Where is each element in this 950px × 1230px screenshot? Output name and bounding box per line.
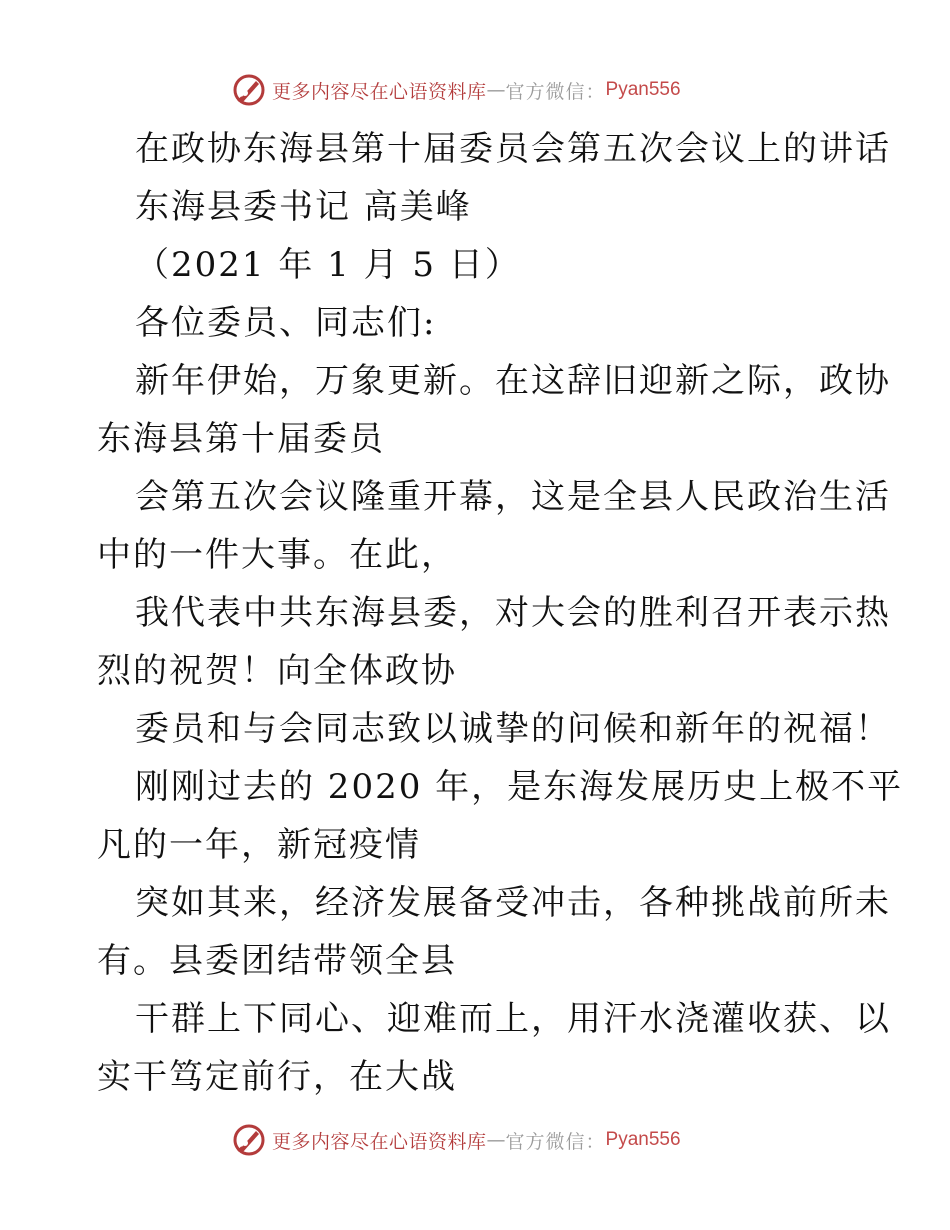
body-line: 我代表中共东海县委，对大会的胜利召开表示热	[135, 593, 891, 633]
footer-watermark	[232, 1122, 681, 1158]
body-line: 委员和与会同志致以诚挚的问候和新年的祝福！	[135, 709, 891, 749]
body-line: 中的一件大事。在此，	[97, 535, 457, 575]
watermark-wechat-id: Pyan556	[605, 79, 681, 100]
body-line: 实干笃定前行，在大战	[97, 1057, 457, 1097]
document-speaker: 东海县委书记 高美峰	[135, 187, 472, 227]
body-line: 烈的祝贺！向全体政协	[97, 651, 457, 691]
body-line: 干群上下同心、迎难而上，用汗水浇灌收获、以	[135, 999, 891, 1039]
document-body	[97, 120, 904, 1106]
quill-logo-icon	[232, 1123, 266, 1157]
watermark-official-label: 官方微信：	[505, 80, 606, 103]
header-watermark	[232, 72, 681, 108]
watermark-wechat-id: Pyan556	[605, 1129, 681, 1150]
document-date: （2021 年 1 月 5 日）	[135, 245, 521, 285]
watermark-separator: —	[486, 1129, 506, 1151]
document-salutation: 各位委员、同志们:	[135, 303, 437, 343]
body-line: 凡的一年，新冠疫情	[97, 825, 421, 865]
body-line: 会第五次会议隆重开幕，这是全县人民政治生活	[135, 477, 891, 517]
document-title: 在政协东海县第十届委员会第五次会议上的讲话	[135, 129, 891, 169]
body-line: 东海县第十届委员	[97, 419, 385, 459]
watermark-official-label: 官方微信：	[505, 1130, 606, 1153]
body-line: 刚刚过去的 2020 年，是东海发展历史上极不平	[135, 767, 904, 807]
body-line: 突如其来，经济发展备受冲击，各种挑战前所未	[135, 883, 891, 923]
watermark-main-text: 更多内容尽在心语资料库	[272, 80, 487, 103]
body-line: 有。县委团结带领全县	[97, 941, 457, 981]
quill-logo-icon	[232, 73, 266, 107]
body-line: 新年伊始，万象更新。在这辞旧迎新之际，政协	[135, 361, 891, 401]
watermark-separator: —	[486, 79, 506, 101]
watermark-main-text: 更多内容尽在心语资料库	[272, 1130, 487, 1153]
